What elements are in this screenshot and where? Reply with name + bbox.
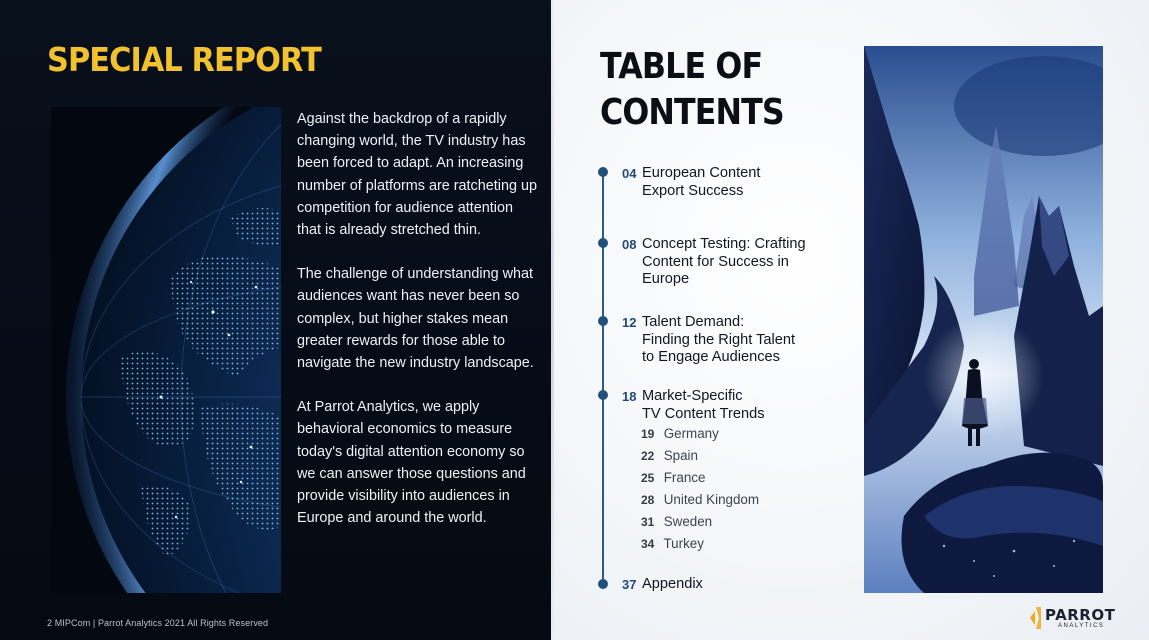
- parrot-analytics-logo: [1028, 605, 1116, 633]
- toc-subitem[interactable]: [641, 492, 759, 508]
- toc-subitem[interactable]: [641, 514, 712, 530]
- toc-subitem[interactable]: [641, 536, 704, 552]
- toc-page-number: 04: [622, 166, 637, 181]
- toc-item-label: Market-Specific: [642, 388, 743, 404]
- toc-item-label: Talent Demand:: [642, 314, 745, 330]
- toc-timeline: [602, 172, 604, 586]
- left-page: [0, 0, 552, 640]
- toc-subitem-number: 22: [641, 449, 655, 463]
- toc-subitem-label: Turkey: [663, 536, 704, 551]
- timeline-dot-icon: [598, 167, 608, 177]
- timeline-dot-icon: [598, 390, 608, 400]
- toc-item-label: Appendix: [642, 576, 703, 592]
- mountain-explorer-image: [864, 46, 1103, 593]
- toc-subitem[interactable]: [641, 448, 698, 464]
- toc-page-number: 37: [622, 577, 637, 592]
- toc-page-number: 18: [622, 389, 637, 404]
- toc-subitem-number: 19: [641, 427, 655, 441]
- timeline-dot-icon: [598, 316, 608, 326]
- toc-subitem-label: Sweden: [663, 514, 713, 529]
- toc-item[interactable]: [622, 576, 703, 594]
- toc-subitem-number: 34: [641, 537, 655, 551]
- toc-item-label: European Content: [642, 165, 761, 181]
- toc-title-line: CONTENTS: [600, 92, 784, 133]
- earth-globe-image: [51, 107, 281, 593]
- toc-subitem-label: Spain: [663, 448, 698, 463]
- intro-text: [297, 108, 537, 551]
- toc-item-label: Concept Testing: Crafting: [642, 236, 806, 252]
- toc-item[interactable]: [622, 314, 795, 367]
- timeline-dot-icon: [598, 579, 608, 589]
- toc-subitem-number: 31: [641, 515, 655, 529]
- toc-item[interactable]: [622, 165, 760, 200]
- page-footer: 2 MIPCom | Parrot Analytics 2021 All Rights Reserved: [47, 618, 269, 628]
- toc-item-label: Export Success: [642, 182, 744, 199]
- toc-title-line: TABLE OF: [600, 46, 763, 87]
- logo-wordmark: PARROT: [1045, 606, 1116, 624]
- toc-page-number: 08: [622, 237, 637, 252]
- intro-paragraph: Against the backdrop of a rapidly changing world, the TV industry has been forced to adapt. An increasing number of platforms are ratcheting up competition for audience attention that is already stretched thin.: [297, 111, 537, 239]
- page-title: SPECIAL REPORT: [47, 40, 321, 79]
- intro-paragraph: The challenge of understanding what audiences want has never been so complex, but higher stakes mean greater rewards for those able to navigate the new industry landscape.: [297, 266, 534, 372]
- toc-subitem-label: France: [663, 470, 706, 485]
- toc-item-label: TV Content Trends: [642, 405, 765, 422]
- toc-page-number: 12: [622, 315, 637, 330]
- toc-item[interactable]: [622, 236, 806, 289]
- toc-item-label: to Engage Audiences: [642, 349, 780, 366]
- toc-subitem-label: United Kingdom: [663, 492, 760, 507]
- toc-subitem[interactable]: [641, 470, 705, 486]
- toc-title: [600, 44, 784, 136]
- toc-item-label: Content for Success in: [642, 253, 789, 270]
- toc-item-label: Finding the Right Talent: [642, 331, 796, 348]
- logo-subtitle: ANALYTICS: [1058, 623, 1105, 629]
- toc-subitem-number: 28: [641, 493, 655, 507]
- parrot-logo-icon: [1028, 605, 1042, 631]
- toc-item[interactable]: [622, 388, 765, 423]
- toc-item-label: Europe: [642, 271, 690, 288]
- timeline-dot-icon: [598, 238, 608, 248]
- toc-subitem[interactable]: [641, 426, 719, 442]
- intro-paragraph: At Parrot Analytics, we apply behavioral economics to measure today's digital attention economy so we can answer those questions and provide visibility into audiences in Europe and around the world.: [297, 399, 526, 527]
- toc-subitem-number: 25: [641, 471, 655, 485]
- right-page: [554, 0, 1149, 640]
- toc-subitem-label: Germany: [663, 426, 719, 441]
